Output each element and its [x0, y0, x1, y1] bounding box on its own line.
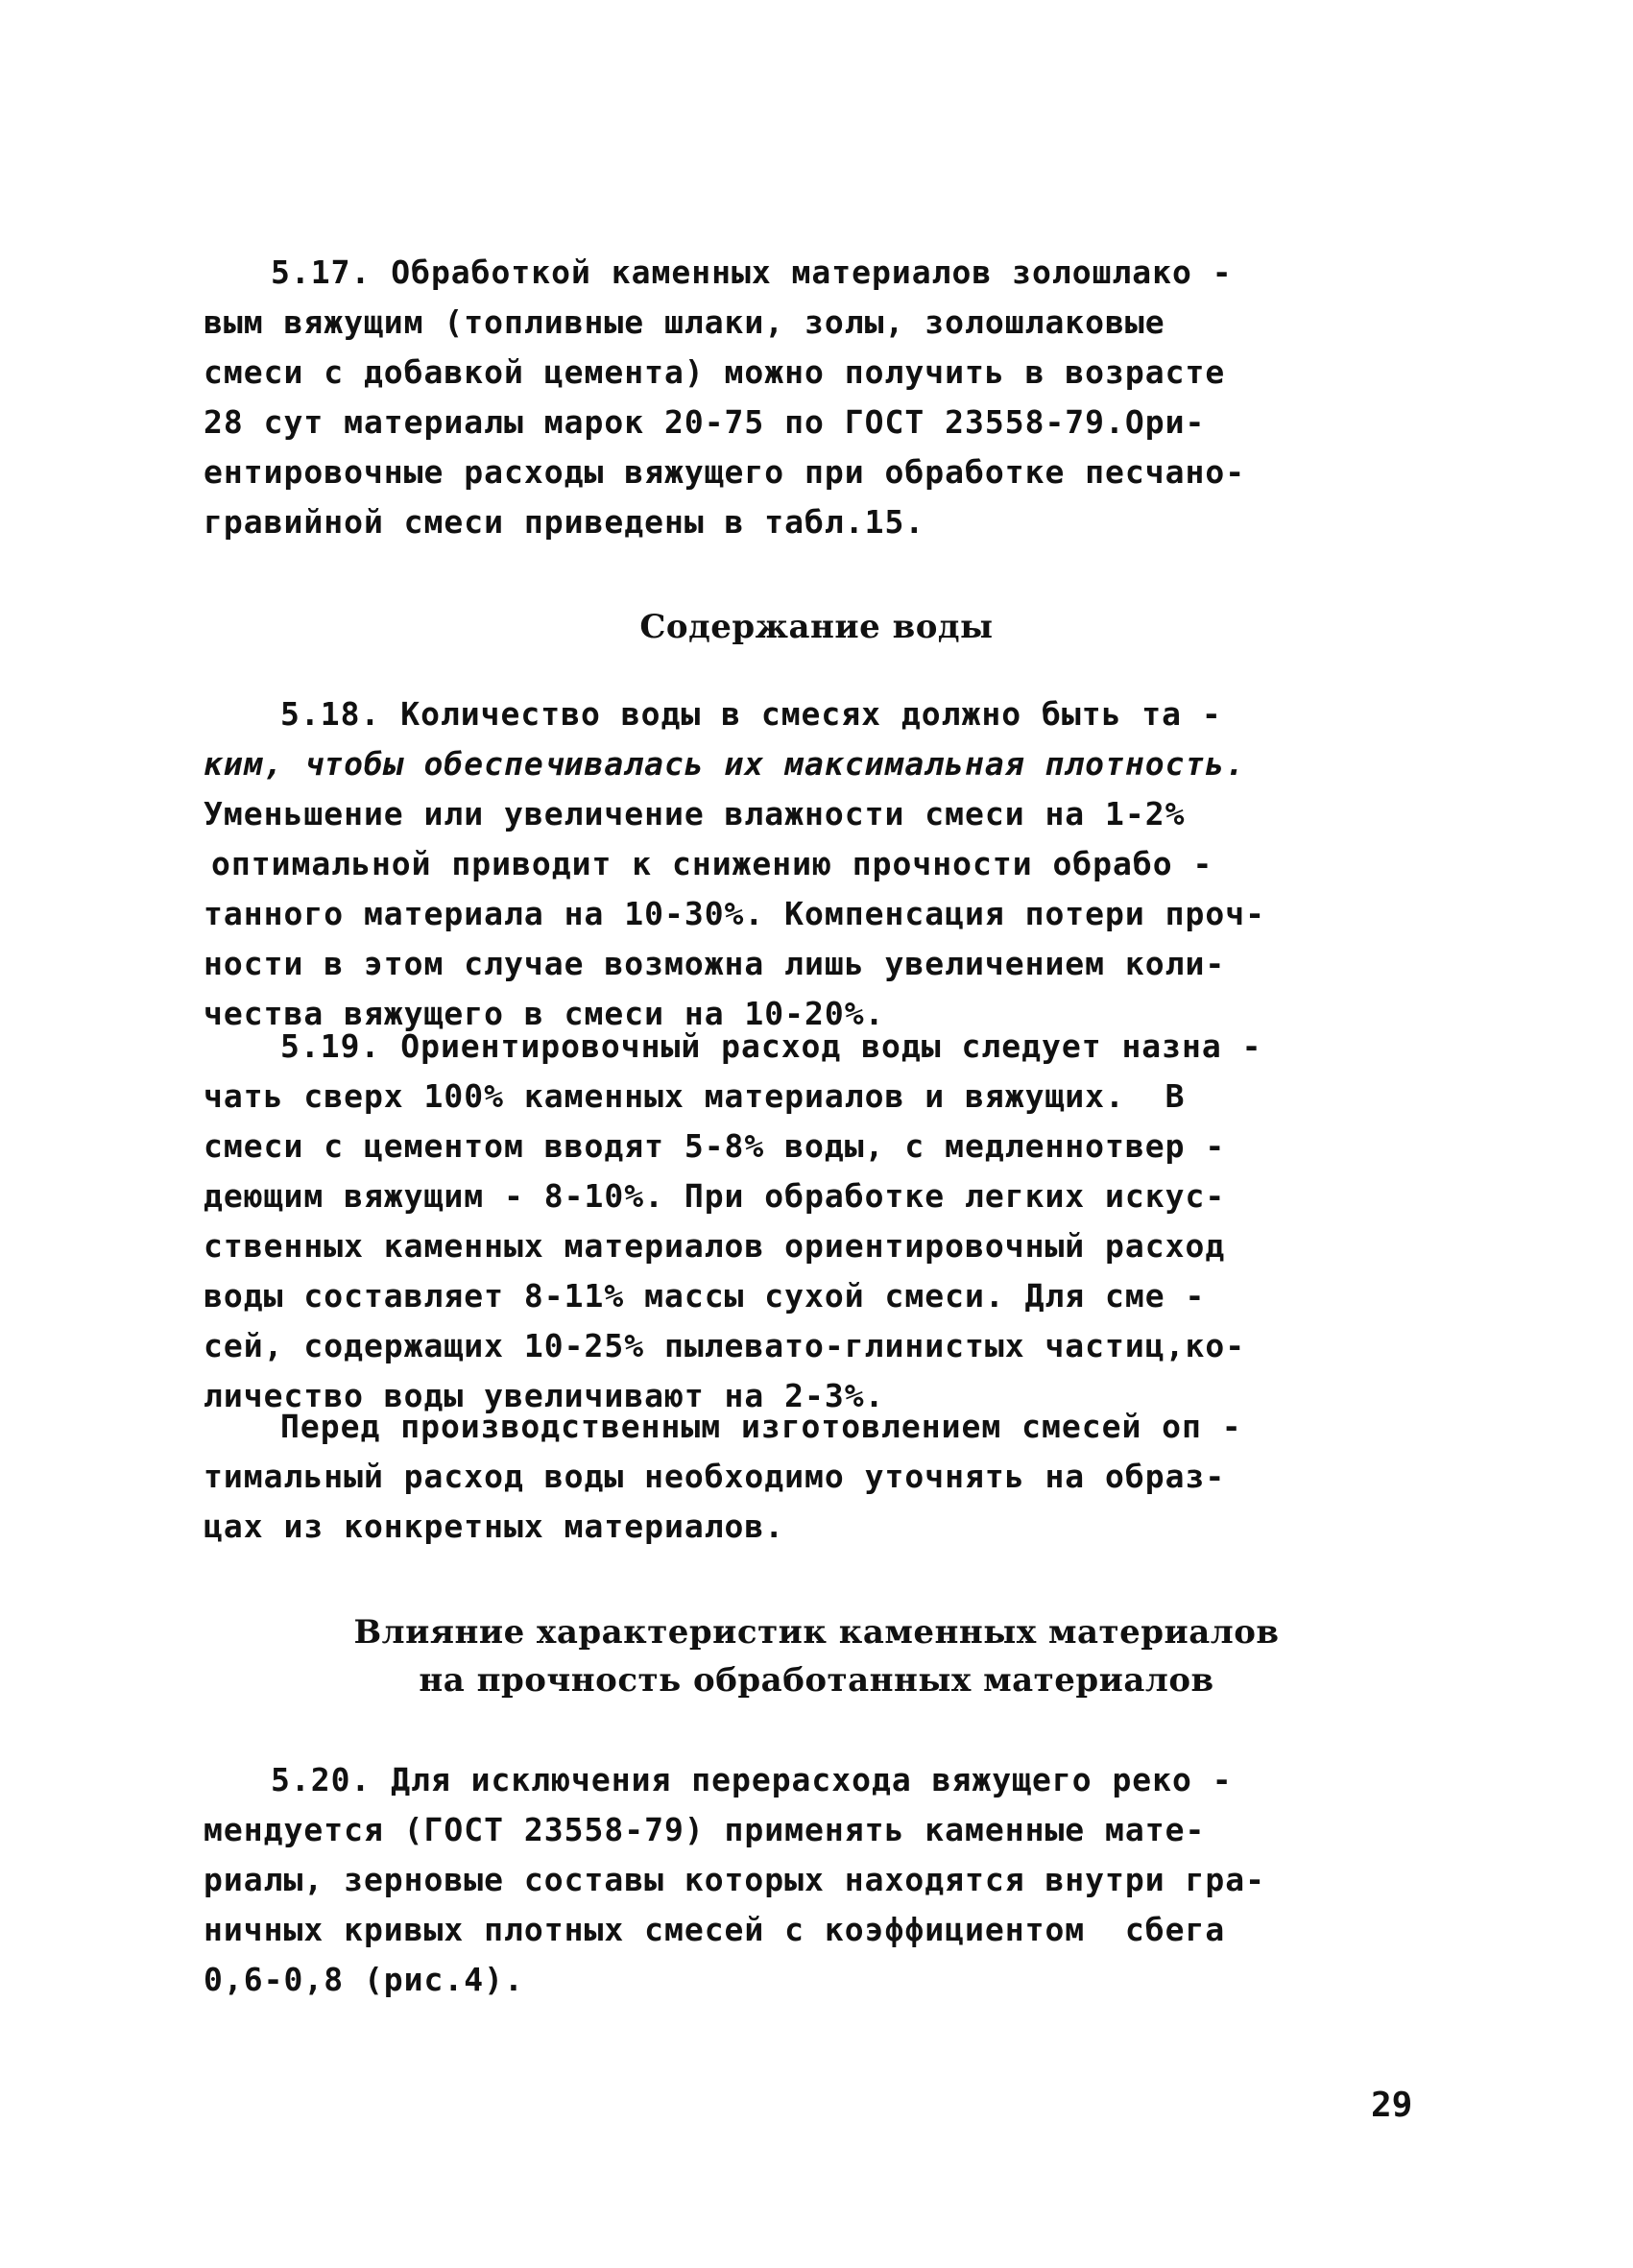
text-line: сей, содержащих 10-25% пылевато-глинистых частиц,ко-: [204, 1327, 1246, 1364]
text-line: оптимальной приводит к снижению прочности обрабо -: [211, 845, 1213, 882]
text-line: танного материала на 10-30%. Компенсация потери проч-: [204, 895, 1265, 932]
text-line: тимальный расход воды необходимо уточнять на образ-: [204, 1458, 1226, 1495]
paragraph-5-18: [204, 689, 1442, 1039]
text-line: гравийной смеси приведены в табл.15.: [204, 503, 925, 541]
text-line: 5.19. Ориентировочный расход воды следует назна -: [280, 1027, 1262, 1065]
text-line: деющим вяжущим - 8-10%. При обработке легких искус-: [204, 1177, 1226, 1215]
text-line: смеси с добавкой цемента) можно получить в возрасте: [204, 353, 1226, 391]
text-line: Перед производственным изготовлением смесей оп -: [280, 1408, 1242, 1445]
text-line: личество воды увеличивают на 2-3%.: [204, 1377, 885, 1414]
section-heading-influence-line-2: на прочность обработанных материалов: [419, 1661, 1214, 1700]
paragraph-5-20: [204, 1755, 1442, 2005]
text-line: ности в этом случае возможна лишь увеличением коли-: [204, 945, 1226, 982]
text-line: ентировочные расходы вяжущего при обработке песчано-: [204, 453, 1246, 491]
section-heading-influence-line-1: Влияние характеристик каменных материалов: [353, 1613, 1280, 1652]
text-line: смеси с цементом вводят 5-8% воды, с медленнотвер -: [204, 1127, 1226, 1165]
text-line: 0,6-0,8 (рис.4).: [204, 1961, 524, 1998]
text-line: вым вяжущим (топливные шлаки, золы, золошлаковые: [204, 303, 1165, 341]
text-line: 28 сут материалы марок 20-75 по ГОСТ 23558-79.Ори-: [204, 403, 1206, 441]
text-line: ничных кривых плотных смесей с коэффициентом сбега: [204, 1911, 1226, 1948]
paragraph-5-17: [204, 248, 1442, 547]
text-line: цах из конкретных материалов.: [204, 1508, 785, 1545]
paragraph-production-note: [204, 1402, 1442, 1552]
section-heading-water: Содержание воды: [639, 608, 994, 646]
text-line: мендуется (ГОСТ 23558-79) применять каменные мате-: [204, 1811, 1206, 1848]
text-line: риалы, зерновые составы которых находятся внутри гра-: [204, 1861, 1265, 1898]
text-line: чать сверх 100% каменных материалов и вяжущих. В: [204, 1077, 1186, 1115]
text-line: 5.17. Обработкой каменных материалов золошлако -: [271, 253, 1233, 291]
text-line: чества вяжущего в смеси на 10-20%.: [204, 995, 885, 1032]
text-line: ственных каменных материалов ориентировочный расход: [204, 1227, 1226, 1265]
text-line: 5.18. Количество воды в смесях должно быть та -: [280, 695, 1222, 733]
paragraph-5-19: [204, 1022, 1442, 1421]
text-line: ким, чтобы обеспечивалась их максимальная плотность.: [204, 745, 1246, 783]
text-line: Уменьшение или увеличение влажности смеси на 1-2%: [204, 795, 1186, 832]
text-line: воды составляет 8-11% массы сухой смеси. Для сме -: [204, 1277, 1206, 1315]
text-line: 5.20. Для исключения перерасхода вяжущего реко -: [271, 1761, 1233, 1798]
page-number: 29: [1371, 2086, 1413, 2125]
